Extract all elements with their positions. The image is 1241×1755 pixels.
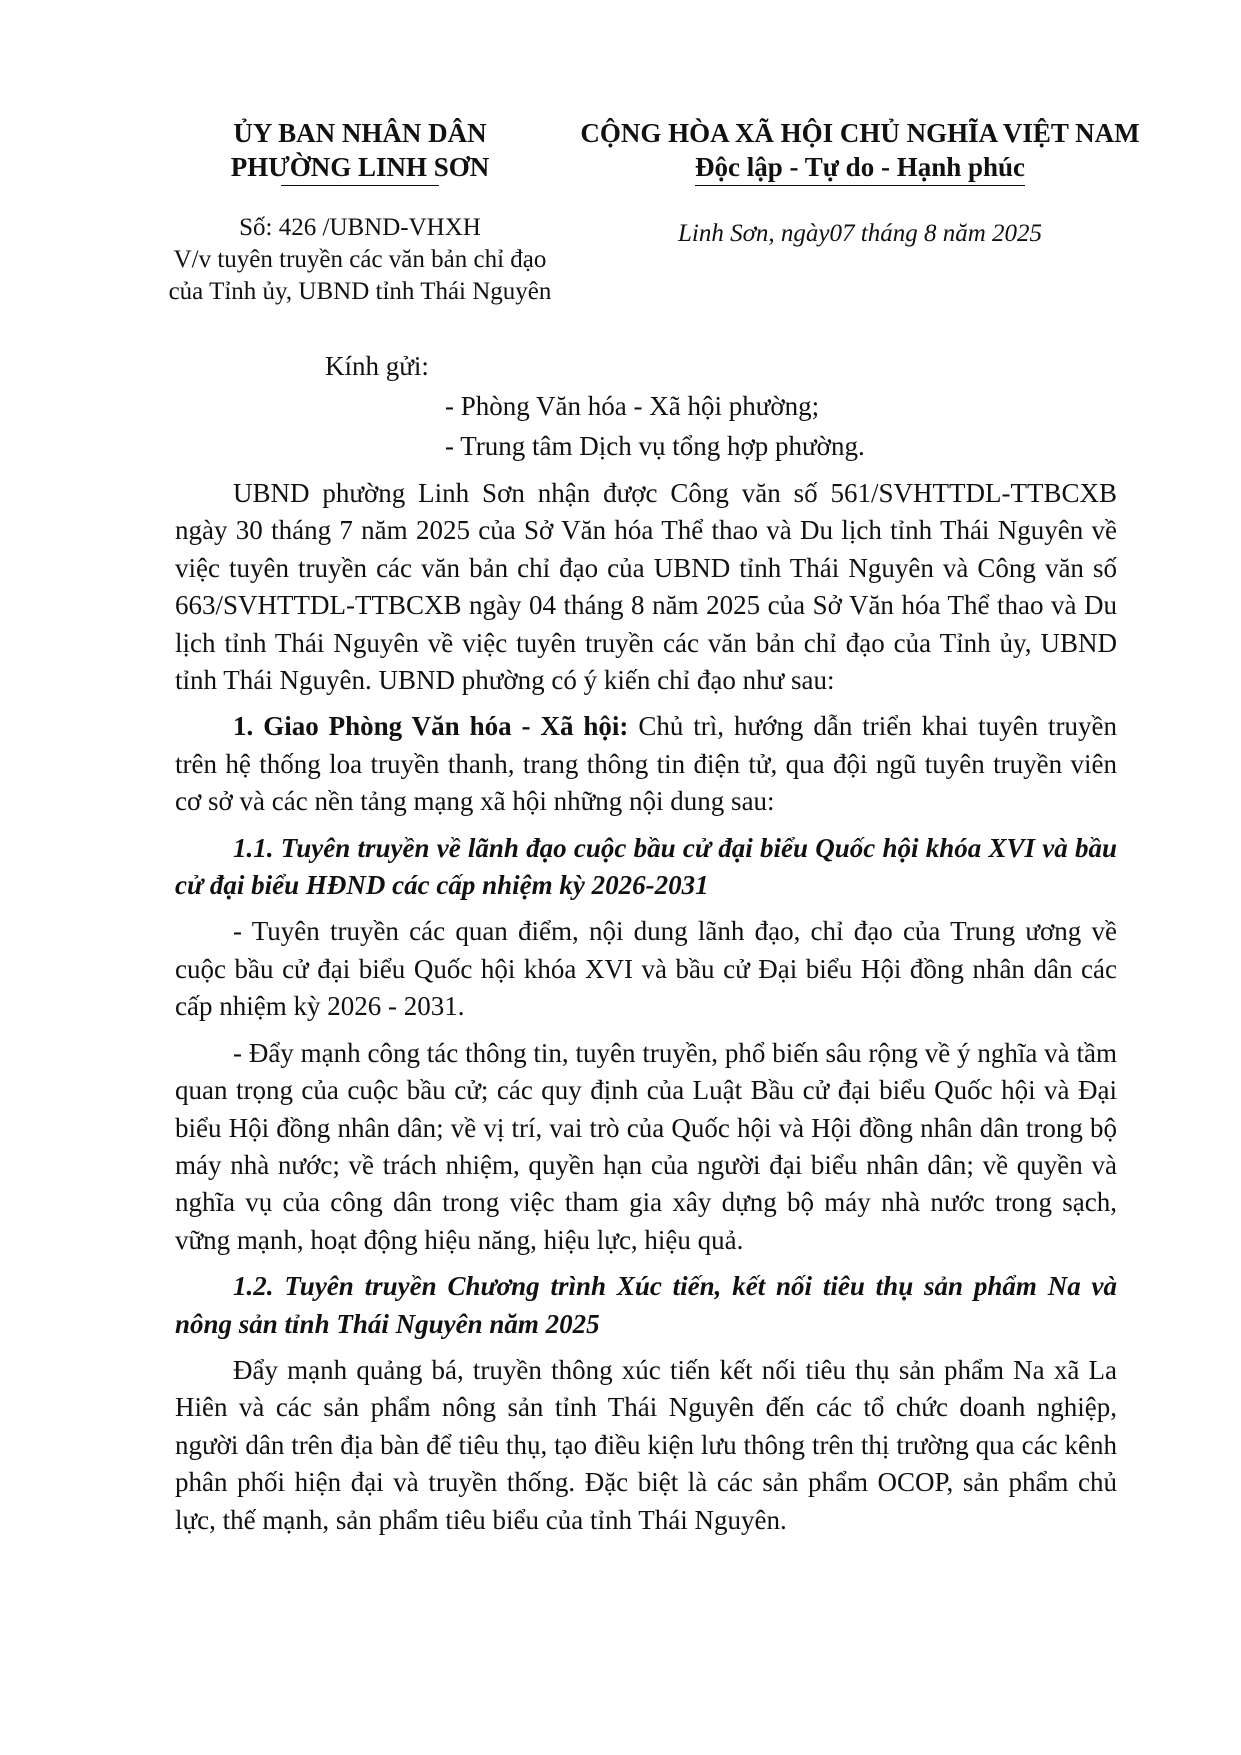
document-number: Số: 426 /UBND-VHXH [239,214,481,241]
national-motto-block [580,116,1140,250]
authority-name: ỦY BAN NHÂN DÂN [233,118,487,148]
authority-underline [281,185,440,186]
place-and-date: Linh Sơn, ngày07 tháng 8 năm 2025 [677,220,1043,247]
issuing-authority-block [150,116,570,308]
section-1-1-paragraph-a: - Tuyên truyền các quan điểm, nội dung lãnh đạo, chỉ đạo của Trung ương về cuộc bầu cử đại biểu Quốc hội khóa XVI và bầu cử Đại biểu Hội đồng nhân dân các cấp nhiệm kỳ 2026 - 2031. [175,916,1117,1022]
section-1-1-paragraph-b: - Đẩy mạnh công tác thông tin, tuyên truyền, phổ biến sâu rộng về ý nghĩa và tầm quan trọng của cuộc bầu cử; các quy định của Luật Bầu cử đại biểu Quốc hội và Đại biểu Hội đồng nhân dân; về vị trí, vai trò của Quốc hội và Hội đồng nhân dân trong bộ máy nhà nước; về trách nhiệm, quyền hạn của người đại biểu nhân dân; về quyền và nghĩa vụ của công dân trong việc tham gia xây dựng bộ máy nhà nước trong sạch, vững mạnh, hoạt động hiệu năng, hiệu lực, hiệu quả. [175,1037,1117,1255]
document-body [175,475,1117,1548]
national-motto: Độc lập - Tự do - Hạnh phúc [695,150,1025,186]
document-subject-line2: của Tỉnh ủy, UBND tỉnh Thái Nguyên [168,278,552,305]
section-heading-1-2: 1.2. Tuyên truyền Chương trình Xúc tiến, kết nối tiêu thụ sản phẩm Na và nông sản tỉnh Thái Nguyên năm 2025 [175,1271,1117,1339]
national-title: CỘNG HÒA XÃ HỘI CHỦ NGHĨA VIỆT NAM [580,118,1140,148]
recipient-item: - Phòng Văn hóa - Xã hội phường; [445,391,820,421]
section-heading-1-1: 1.1. Tuyên truyền về lãnh đạo cuộc bầu cử đại biểu Quốc hội khóa XVI và bầu cử đại biểu HĐND các cấp nhiệm kỳ 2026-2031 [175,832,1117,901]
recipient-list [325,386,865,466]
item-1-paragraph [175,708,1117,820]
recipient-item: - Trung tâm Dịch vụ tổng hợp phường. [445,431,865,461]
addressing-label: Kính gửi: [325,351,429,381]
authority-subunit-text: PHƯỜNG LINH SƠN [230,152,490,182]
authority-subunit [231,150,490,184]
intro-paragraph: UBND phường Linh Sơn nhận được Công văn số 561/SVHTTDL-TTBCXB ngày 30 tháng 7 năm 2025 của Sở Văn hóa Thể thao và Du lịch tỉnh Thái Nguyên về việc tuyên truyền các văn bản chỉ đạo của UBND tỉnh Thái Nguyên và Công văn số 663/SVHTTDL-TTBCXB ngày 04 tháng 8 năm 2025 của Sở Văn hóa Thể thao và Du lịch tỉnh Thái Nguyên về việc tuyên truyền các văn bản chỉ đạo của Tỉnh ủy, UBND tỉnh Thái Nguyên. UBND phường có ý kiến chỉ đạo như sau: [175,478,1117,696]
addressing-block [325,346,865,466]
document-header [0,116,1241,306]
item-1-text: Chủ trì, hướng dẫn triển khai tuyên truyền trên hệ thống loa truyền thanh, trang thông tin điện tử, qua đội ngũ tuyên truyền viên cơ sở và các nền tảng mạng xã hội những nội dung sau: [175,711,1117,817]
item-1-label: 1. Giao Phòng Văn hóa - Xã hội: [233,711,629,742]
section-1-2-paragraph: Đẩy mạnh quảng bá, truyền thông xúc tiến kết nối tiêu thụ sản phẩm Na xã La Hiên và các sản phẩm nông sản tỉnh Thái Nguyên đến các tổ chức doanh nghiệp, người dân trên địa bàn để tiêu thụ, tạo điều kiện lưu thông trên thị trường qua các kênh phân phối hiện đại và truyền thống. Đặc biệt là các sản phẩm OCOP, sản phẩm chủ lực, thế mạnh, sản phẩm tiêu biểu của tỉnh Thái Nguyên. [175,1354,1117,1535]
document-subject-line1: V/v tuyên truyền các văn bản chỉ đạo [173,246,547,273]
